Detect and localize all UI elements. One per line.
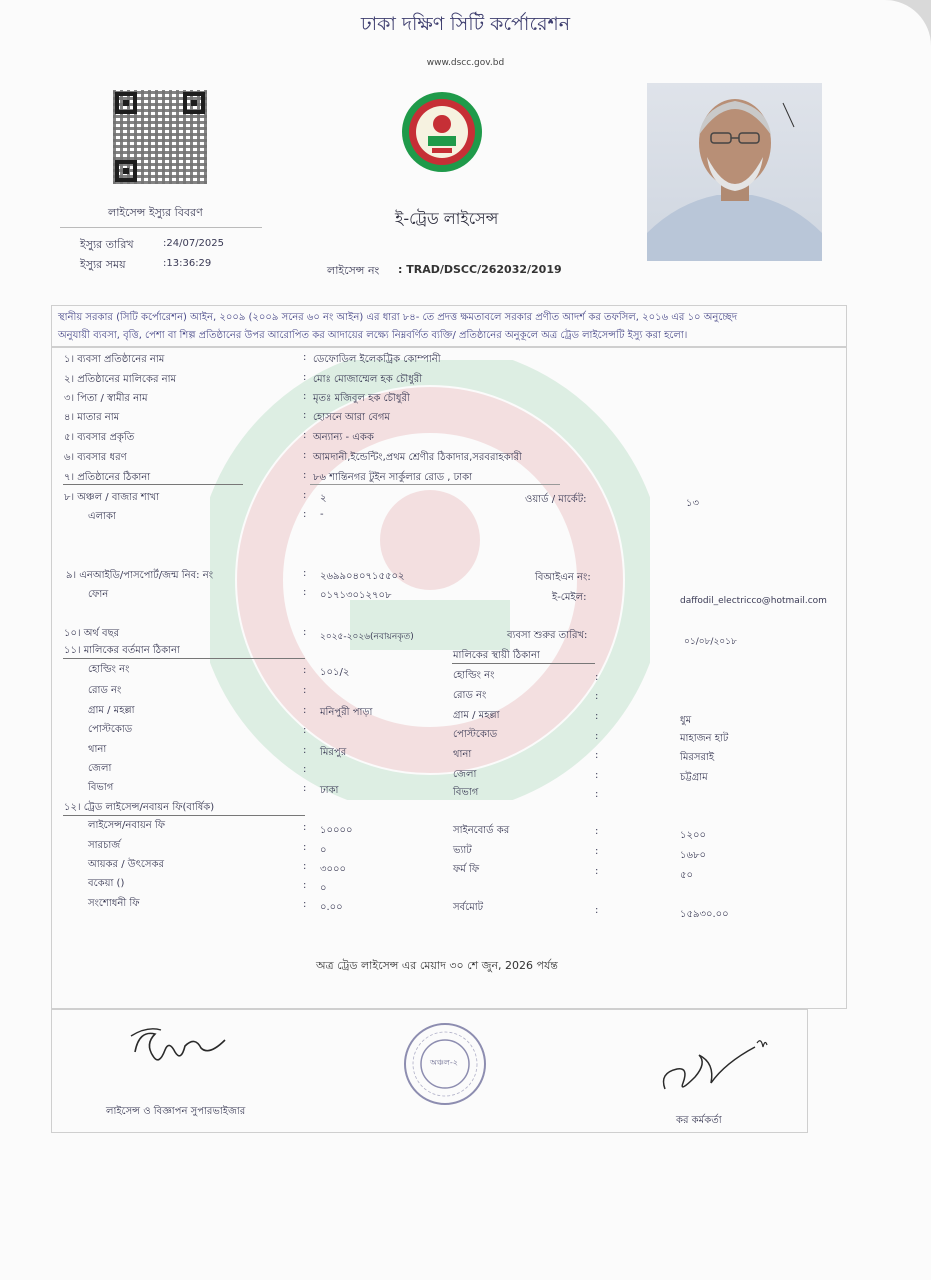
perm-district-label: জেলা <box>453 769 477 780</box>
cur-division-value: ঢাকা <box>320 785 339 796</box>
field-label-6: ৬। ব্যবসার ধরণ <box>64 452 127 463</box>
seal-text: অঞ্চল-২ <box>430 1058 458 1067</box>
phone-label: ফোন <box>88 589 109 600</box>
fee-license-value: ১০০০০ <box>320 825 353 836</box>
cur-village-label: গ্রাম / মহল্লা <box>88 705 135 716</box>
cur-holding-value: ১০১/২ <box>320 667 350 678</box>
field-value-3: মৃতঃ মজিবুল হক চৌধুরী <box>313 393 410 404</box>
field-value-7: ৮৬ শান্তিনগর টুইন সার্কুলার রোড , ঢাকা <box>313 472 473 483</box>
cur-thana-label: থানা <box>88 744 107 755</box>
email-label: ই-মেইল: <box>552 592 587 603</box>
permanent-address-title: মালিকের স্থায়ী ঠিকানা <box>453 650 540 661</box>
license-no-label: লাইসেন্স নং <box>327 264 380 277</box>
current-address-title: ১১। মালিকের বর্তমান ঠিকানা <box>64 645 180 656</box>
fiscal-value: ২০২৫-২০২৬(নবায়নকৃত) <box>320 632 414 642</box>
fee-due-label: বকেয়া () <box>88 878 125 889</box>
fee-form-value: ৫০ <box>680 870 693 881</box>
tax-officer-title: কর কর্মকর্তা <box>676 1115 722 1126</box>
email-value: daffodil_electricco@hotmail.com <box>680 596 827 606</box>
business-start-value: ০১/০৮/২০১৮ <box>684 637 737 647</box>
field-value-5: অন্যান্য - একক <box>313 432 374 443</box>
area-value: - <box>320 509 324 520</box>
nid-label: ৯। এনআইডি/পাসপোর্ট/জন্ম নিব: নং <box>66 570 214 581</box>
doc-title: ই-ট্রেড লাইসেন্স <box>395 209 499 228</box>
perm-village-value: ধুম <box>680 715 692 726</box>
tax-officer-signature <box>655 1033 775 1103</box>
perm-thana-value: মিরসরাই <box>680 752 715 763</box>
fee-vat-value: ১৬৮০ <box>680 850 706 861</box>
cur-village-value: মনিপুরী পাড়া <box>320 707 373 718</box>
fee-signboard-value: ১২০০ <box>680 830 706 841</box>
field-label-4: ৪। মাতার নাম <box>64 412 120 423</box>
ward-value: ১৩ <box>686 498 699 509</box>
field-label-7: ৭। প্রতিষ্ঠানের ঠিকানা <box>64 472 151 483</box>
intro-text <box>51 305 847 347</box>
area-label: এলাকা <box>88 511 116 522</box>
cur-thana-value: মিরপুর <box>320 747 347 758</box>
bin-label: বিআইএন নং: <box>535 572 591 583</box>
business-start-label: ব্যবসা শুরুর তারিখ: <box>507 630 588 641</box>
field-value-4: হোসনে আরা বেগম <box>313 412 390 423</box>
zone-value: ২ <box>320 493 327 504</box>
fee-total-value: ১৫৯৩০.০০ <box>680 909 729 920</box>
website: www.dscc.gov.bd <box>426 58 505 68</box>
field-value-6: আমদানী,ইন্ডেন্টিং,প্রথম শ্রেণীর ঠিকাদার,সরবরাহকারী <box>313 452 522 463</box>
fee-license-label: লাইসেন্স/নবায়ন ফি <box>88 820 166 831</box>
cur-district-label: জেলা <box>88 763 112 774</box>
fee-surcharge-value: ০ <box>320 845 327 856</box>
fee-form-label: ফর্ম ফি <box>453 864 480 875</box>
perm-district-value: চট্টগ্রাম <box>680 772 708 783</box>
perm-holding-label: হোল্ডিং নং <box>453 670 495 681</box>
phone-value: ০১৭১৩০১২৭০৮ <box>320 590 392 601</box>
field-value-2: মোঃ মোজাম্মেল হক চৌধুরী <box>313 374 423 385</box>
cur-road-label: রোড নং <box>88 685 122 696</box>
validity-note: অত্র ট্রেড লাইসেন্স এর মেয়াদ ৩০ শে জুন, 2026 পর্যন্ত <box>316 959 558 972</box>
license-document: ঢাকা দক্ষিণ সিটি কর্পোরেশন www.dscc.gov.bd লাইসেন্স ইস্যুর বিবরণ ইস্যুর তারিখ :24/07/2025 ইস্যুর সময় :13:36:29 ই-ট্রেড লাইসেন্স লাইসেন্স নং : TRAD/DSCC/262032/2019 স্থানীয় সরকার (সিটি কর্পোরেশন) আইন, ২০০৯ (২০০৯ সনের ৬০ নং আইন) এর ধারা ৮৪- তে প্রদত্ত ক্ষমতাবলে সরকার প্রণীত আদর্শ কর তফসিল, ২০১৬ এর ১০ অনুচ্ছেদ অনুযায়ী ব্যবসা, বৃত্তি, পেশা বা শিল্প প্রতিষ্ঠানের উপর আরোপিত কর আদায়ের লক্ষ্যে নিম্নবর্ণিত ব্যক্তি/ প্রতিষ্ঠানের অনুকূলে অত্র ট্রেড লাইসেন্সটি ইস্যু করা হলো। ১। ব্যবসা প্রতিষ্ঠানের নাম : ডেফোডিল ইলেকট্রিক কোম্পানী ২। প্রতিষ্ঠানের মালিকের নাম : মোঃ মোজাম্মেল হক চৌধুরী ৩। পিতা / স্বামীর নাম : মৃতঃ মজিবুল হক চৌধুরী ৪। মাতার নাম : হোসনে আরা বেগম ৫। ব্যবসার প্রকৃতি : অন্যান্য - একক ৬। ব্যবসার ধরণ : আমদানী,ইন্ডেন্টিং,প্রথম শ্রেণীর ঠিকাদার,সরবরাহকারী ৭। প্রতিষ্ঠানের ঠিকানা : ৮৬ শান্তিনগর টুইন সার্কুলার রোড , ঢাকা ৮। অঞ্চল / বাজার শাখা : ২ ওয়ার্ড / মার্কেট: ১৩ এলাকা : - ৯। এনআইডি/পাসপোর্ট/জন্ম নিব: নং : ২৬৯৯০৪০৭১৫৫০২ বিআইএন নং: ফোন : ০১৭১৩০১২৭০৮ ই-মেইল: daffodil_electricco@hotmail.com ১০। অর্থ বছর : ২০২৫-২০২৬(নবায়নকৃত) ব্যবসা শুরুর তারিখ: ০১/০৮/২০১৮ ১১। মালিকের বর্তমান ঠিকানা মালিকের স্থায়ী ঠিকানা হোল্ডিং নং : ১০১/২ রোড নং : গ্রাম / মহল্লা : মনিপুরী পাড়া পোস্টকোড : থানা : মিরপুর জেলা : বিভাগ : ঢাকা হোল্ডিং নং : রোড নং : গ্রাম / মহল্লা : ধুম পোস্টকোড : মাহাজন হাট থানা : মিরসরাই জেলা : চট্টগ্রাম বিভাগ : ১২। ট্রেড লাইসেন্স/নবায়ন ফি(বার্ষিক) লাইসেন্স/নবায়ন ফি : ১০০০০ সারচার্জ : ০ আয়কর / উৎসেকর : ৩০০০ বকেয়া () : ০ সংশোধনী ফি : ০.০০ সাইনবোর্ড কর : ১২০০ ভ্যাট : ১৬৮০ ফর্ম ফি : ৫০ সর্বমোট : ১৫৯৩০.০০ অত্র ট্রেড লাইসেন্স এর মেয়াদ ৩০ শে জুন, 2026 পর্যন্ত লাইসেন্স ও বিজ্ঞাপন সুপারভাইজার অঞ্চল-২ কর কর্মকর্তা <box>0 0 931 1280</box>
fee-signboard-label: সাইনবোর্ড কর <box>453 825 510 836</box>
perm-postcode-value: মাহাজন হাট <box>680 733 729 744</box>
org-name: ঢাকা দক্ষিণ সিটি কর্পোরেশন <box>360 13 571 35</box>
ward-label: ওয়ার্ড / মার্কেট: <box>525 494 587 505</box>
perm-village-label: গ্রাম / মহল্লা <box>453 710 500 721</box>
license-no-value: : TRAD/DSCC/262032/2019 <box>398 263 562 276</box>
field-label-3: ৩। পিতা / স্বামীর নাম <box>64 393 148 404</box>
field-value-1: ডেফোডিল ইলেকট্রিক কোম্পানী <box>313 354 441 365</box>
owner-photo <box>647 83 822 261</box>
perm-road-label: রোড নং <box>453 690 487 701</box>
intro-line-1: স্থানীয় সরকার (সিটি কর্পোরেশন) আইন, ২০০৯ (২০০৯ সনের ৬০ নং আইন) এর ধারা ৮৪- তে প্রদত্ত ক্ষমতাবলে সরকার প্রণীত আদর্শ কর তফসিল, ২০১৬ এর ১০ অনুচ্ছেদ <box>58 312 738 323</box>
fee-tax-label: আয়কর / উৎসেকর <box>88 859 165 870</box>
cur-postcode-label: পোস্টকোড <box>88 724 133 735</box>
intro-line-2: অনুযায়ী ব্যবসা, বৃত্তি, পেশা বা শিল্প প্রতিষ্ঠানের উপর আরোপিত কর আদায়ের লক্ষ্যে নিম্নবর্ণিত ব্যক্তি/ প্রতিষ্ঠানের অনুকূলে অত্র ট্রেড লাইসেন্সটি ইস্যু করা হলো। <box>58 330 688 341</box>
field-label-1: ১। ব্যবসা প্রতিষ্ঠানের নাম <box>64 354 165 365</box>
cur-division-label: বিভাগ <box>88 782 114 793</box>
perm-postcode-label: পোস্টকোড <box>453 729 498 740</box>
issue-date-label: ইস্যুর তারিখ <box>80 238 134 251</box>
qr-code <box>113 90 207 184</box>
fee-surcharge-label: সারচার্জ <box>88 840 121 851</box>
issue-date-value: :24/07/2025 <box>163 238 225 249</box>
supervisor-signature <box>125 1022 235 1076</box>
issue-heading: লাইসেন্স ইস্যুর বিবরণ <box>108 206 203 219</box>
field-label-2: ২। প্রতিষ্ঠানের মালিকের নাম <box>64 374 177 385</box>
dscc-logo <box>400 90 484 178</box>
fees-title: ১২। ট্রেড লাইসেন্স/নবায়ন ফি(বার্ষিক) <box>64 802 215 813</box>
fee-correction-value: ০.০০ <box>320 902 343 913</box>
supervisor-title: লাইসেন্স ও বিজ্ঞাপন সুপারভাইজার <box>106 1106 246 1117</box>
fee-due-value: ০ <box>320 883 327 894</box>
fee-correction-label: সংশোধনী ফি <box>88 898 140 909</box>
issue-time-value: :13:36:29 <box>163 258 212 269</box>
fee-vat-label: ভ্যাট <box>453 845 472 856</box>
cur-holding-label: হোল্ডিং নং <box>88 664 130 675</box>
issue-time-label: ইস্যুর সময় <box>80 258 126 271</box>
zone-label: ৮। অঞ্চল / বাজার শাখা <box>64 492 160 503</box>
fiscal-label: ১০। অর্থ বছর <box>64 628 120 639</box>
perm-division-label: বিভাগ <box>453 787 479 798</box>
fee-tax-value: ৩০০০ <box>320 864 347 875</box>
fee-total-label: সর্বমোট <box>453 902 484 913</box>
nid-value: ২৬৯৯০৪০৭১৫৫০২ <box>320 571 405 582</box>
perm-thana-label: থানা <box>453 749 472 760</box>
field-label-5: ৫। ব্যবসার প্রকৃতি <box>64 432 135 443</box>
